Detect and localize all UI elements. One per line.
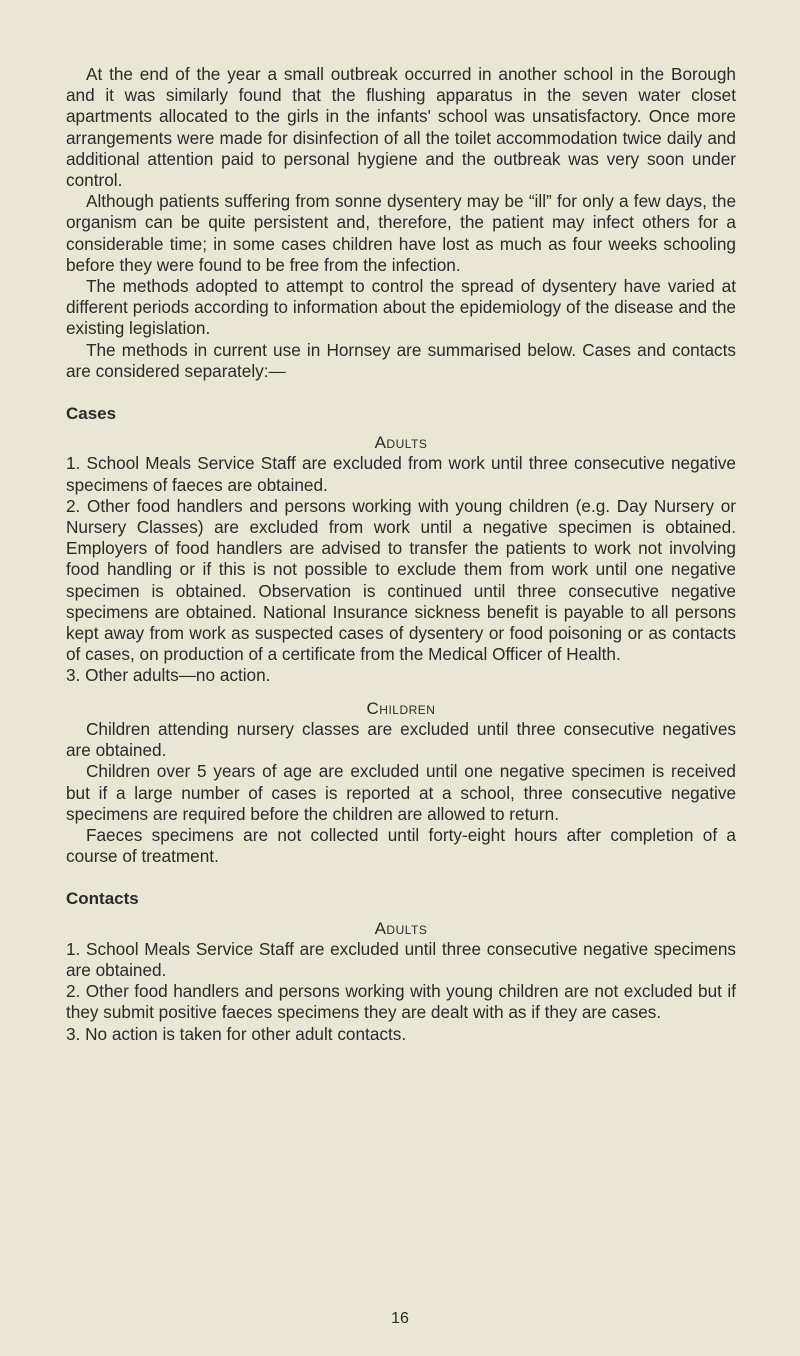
list-item: 1. School Meals Service Staff are excluded until three consecutive negative specimens are obtained.	[66, 938, 736, 980]
paragraph-persistence: Although patients suffering from sonne dysentery may be “ill” for only a few days, the organism can be quite persistent and, therefore, the patient may infect others for a considerable time; in some cases children have lost as much as four weeks schooling before they were found to be free from the infection.	[66, 191, 736, 275]
paragraph-children: Children over 5 years of age are excluded until one negative specimen is received but if a large number of cases is reported at a school, three consecutive negative specimens are required before the children are allowed to return.	[66, 761, 736, 824]
list-item: 3. No action is taken for other adult contacts.	[66, 1023, 407, 1044]
subheading-cases-children: Children	[366, 698, 436, 718]
page-number: 16	[391, 1310, 409, 1327]
paragraph-summary: The methods in current use in Hornsey are summarised below. Cases and contacts are considered separately:—	[66, 339, 736, 381]
paragraph-methods: The methods adopted to attempt to control the spread of dysentery have varied at different periods according to information about the epidemiology of the disease and the existing legislation.	[66, 276, 736, 339]
paragraph-children: Faeces specimens are not collected until forty-eight hours after completion of a course of treatment.	[66, 824, 736, 867]
subheading-contacts-adults: Adults	[374, 918, 428, 938]
list-item: 1. School Meals Service Staff are excluded from work until three consecutive negative specimens of faeces are obtained.	[66, 453, 736, 495]
page-body	[66, 64, 736, 1045]
section-heading-cases: Cases	[66, 404, 117, 424]
subheading-cases-adults: Adults	[374, 433, 428, 453]
list-item: 3. Other adults—no action.	[66, 665, 271, 686]
list-item: 2. Other food handlers and persons working with young children (e.g. Day Nursery or Nursery Classes) are excluded from work until a negative specimen is obtained. Employers of food handlers are advised to transfer the patients to work not involving food handling or if this is not possible to exclude them from work until one negative specimen is obtained. Observation is continued until three consecutive negative specimens are obtained. National Insurance sickness benefit is payable to all persons kept away from work as suspected cases of dysentery or food poisoning or as contacts of cases, on production of a certificate from the Medical Officer of Health.	[66, 495, 736, 665]
paragraph-children: Children attending nursery classes are excluded until three consecutive negatives are obtained.	[66, 718, 736, 761]
list-item: 2. Other food handlers and persons working with young children are not excluded but if they submit positive faeces specimens they are dealt with as if they are cases.	[66, 981, 736, 1023]
paragraph-outbreak: At the end of the year a small outbreak occurred in another school in the Borough and it was similarly found that the flushing apparatus in the seven water closet apartments allocated to the girls in the infants' school was unsatisfactory. Once more arrangements were made for disinfection of all the toilet accommodation twice daily and additional attention paid to personal hygiene and the outbreak was very soon under control.	[66, 64, 736, 191]
section-heading-contacts: Contacts	[66, 889, 139, 909]
